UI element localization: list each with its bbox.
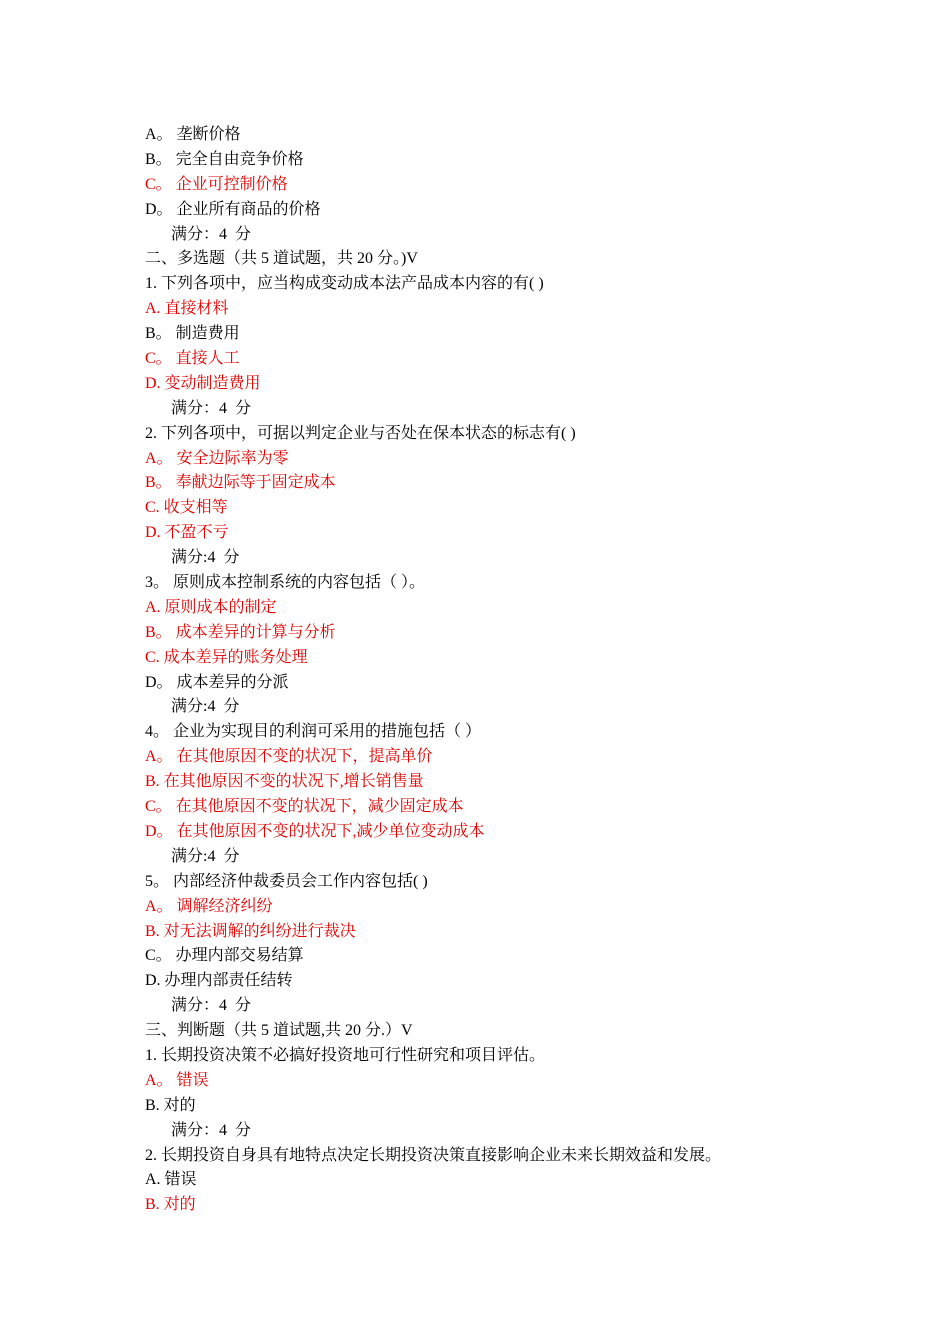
answer-option-line: B。 成本差异的计算与分析 <box>145 623 336 641</box>
question-text: 5。 内部经济仲裁委员会工作内容包括( ) <box>145 872 428 890</box>
score-line: 满分:4 分 <box>171 549 240 567</box>
option-line: A。 垄断价格 <box>145 126 241 143</box>
answer-option-line: B. 在其他原因不变的状况下,增长销售量 <box>145 773 424 791</box>
answer-option-line: A. 原则成本的制定 <box>145 598 277 616</box>
answer-option-line: B. 对的 <box>145 1196 196 1214</box>
score-line: 满分：4 分 <box>171 225 252 243</box>
section-heading: 三、判断题（共 5 道试题,共 20 分.）V <box>145 1022 413 1040</box>
option-line: D。 企业所有商品的价格 <box>145 200 321 218</box>
answer-option-line: C. 收支相等 <box>145 499 228 517</box>
answer-option-line: A。 在其他原因不变的状况下，提高单价 <box>145 748 433 766</box>
question-text: 1. 长期投资决策不必搞好投资地可行性研究和项目评估。 <box>145 1046 546 1064</box>
answer-option-line: A. 直接材料 <box>145 300 229 318</box>
answer-option-line: A。 错误 <box>145 1071 209 1089</box>
question-text: 2. 下列各项中，可据以判定企业与否处在保本状态的标志有( ) <box>145 424 576 442</box>
question-text: 4。 企业为实现目的利润可采用的措施包括（ ） <box>145 723 482 741</box>
option-line: B。 制造费用 <box>145 325 240 343</box>
option-line: D. 办理内部责任结转 <box>145 972 293 990</box>
question-text: 3。 原则成本控制系统的内容包括（ ）。 <box>145 574 426 592</box>
answer-option-line: A。 安全边际率为零 <box>145 449 289 467</box>
answer-option-line: D. 变动制造费用 <box>145 374 261 392</box>
option-line: B。 完全自由竞争价格 <box>145 150 304 168</box>
section-heading: 二、多选题（共 5 道试题，共 20 分。)V <box>145 250 418 268</box>
answer-option-line: B. 对无法调解的纠纷进行裁决 <box>145 922 356 940</box>
answer-option-line: C。 企业可控制价格 <box>145 175 288 193</box>
option-line: C。 办理内部交易结算 <box>145 947 304 965</box>
exam-content <box>145 123 865 1218</box>
score-line: 满分：4 分 <box>171 399 252 417</box>
answer-option-line: B。 奉献边际等于固定成本 <box>145 474 336 492</box>
answer-option-line: D。 在其他原因不变的状况下,减少单位变动成本 <box>145 822 485 840</box>
answer-option-line: A。 调解经济纠纷 <box>145 897 273 915</box>
answer-option-line: C. 成本差异的账务处理 <box>145 648 308 666</box>
option-line: B. 对的 <box>145 1096 196 1114</box>
option-line: A. 错误 <box>145 1171 197 1189</box>
question-text: 2. 长期投资自身具有地特点决定长期投资决策直接影响企业未来长期效益和发展。 <box>145 1146 722 1164</box>
answer-option-line: C。 直接人工 <box>145 350 240 368</box>
score-line: 满分:4 分 <box>171 847 240 865</box>
question-text: 1. 下列各项中，应当构成变动成本法产品成本内容的有( ) <box>145 275 544 293</box>
score-line: 满分：4 分 <box>171 997 252 1015</box>
answer-option-line: D. 不盈不亏 <box>145 524 229 542</box>
answer-option-line: C。 在其他原因不变的状况下，减少固定成本 <box>145 798 464 816</box>
score-line: 满分：4 分 <box>171 1121 252 1139</box>
score-line: 满分:4 分 <box>171 698 240 716</box>
option-line: D。 成本差异的分派 <box>145 673 289 691</box>
